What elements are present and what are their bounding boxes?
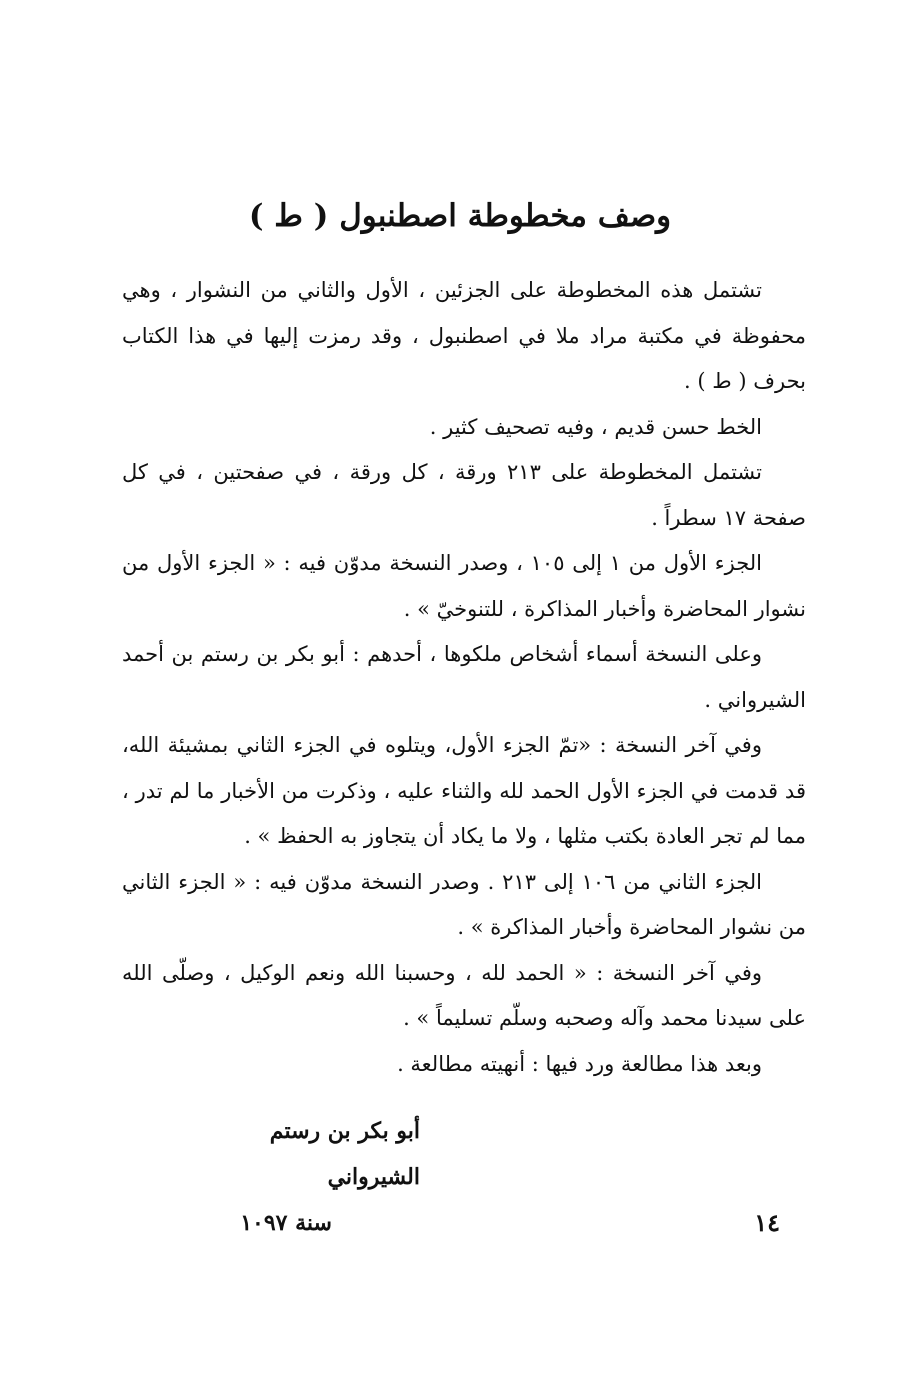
page-number: ١٤ [754, 1208, 780, 1237]
paragraph-intro: تشتمل هذه المخطوطة على الجزئين ، الأول والثاني من النشوار ، وهي محفوظة في مكتبة مراد ملا في اصطنبول ، وقد رمزت إليها في هذا الكتاب بحرف ( ط ) . [122, 278, 806, 393]
paragraph-owners: وعلى النسخة أسماء أشخاص ملكوها ، أحدهم : أبو بكر بن رستم بن أحمد الشيرواني . [122, 642, 806, 712]
body-text [122, 268, 806, 1087]
paragraph-leaves: تشتمل المخطوطة على ٢١٣ ورقة ، كل ورقة ، في صفحتين ، في كل صفحة ١٧ سطراً . [122, 460, 806, 530]
paragraph-part-two-colophon: وفي آخر النسخة : « الحمد لله ، وحسبنا الله ونعم الوكيل ، وصلّى الله على سيدنا محمد وآله وصحبه وسلّم تسليماً » . [122, 960, 806, 1030]
paragraph-part-two: الجزء الثاني من ١٠٦ إلى ٢١٣ . وصدر النسخة مدوّن فيه : « الجزء الثاني من نشوار المحاضرة وأخبار المذاكرة » . [122, 869, 806, 939]
paragraph-reading-note: وبعد هذا مطالعة ورد فيها : أنهيته مطالعة . [397, 1051, 762, 1076]
signature-block [170, 1108, 420, 1246]
signature-year: سنة ١٠٩٧ [240, 1210, 332, 1236]
page-title: وصف مخطوطة اصطنبول ( ط ) [248, 198, 672, 234]
paragraph-part-one-colophon: وفي آخر النسخة : «تمّ الجزء الأول، ويتلوه في الجزء الثاني بمشيئة الله، قد قدمت في الجزء الأول الحمد لله والثناء عليه ، وذكرت من الأخبار ما لم تدر ، مما لم تجر العادة بكتب مثلها ، ولا ما يكاد أن يتجاوز به الحفظ » . [122, 733, 806, 848]
paragraph-script: الخط حسن قديم ، وفيه تصحيف كثير . [429, 414, 762, 439]
signature-name: أبو بكر بن رستم الشيرواني [269, 1118, 420, 1190]
paragraph-part-one: الجزء الأول من ١ إلى ١٠٥ ، وصدر النسخة مدوّن فيه : « الجزء الأول من نشوار المحاضرة وأخبار المذاكرة ، للتنوخيّ » . [122, 551, 806, 621]
